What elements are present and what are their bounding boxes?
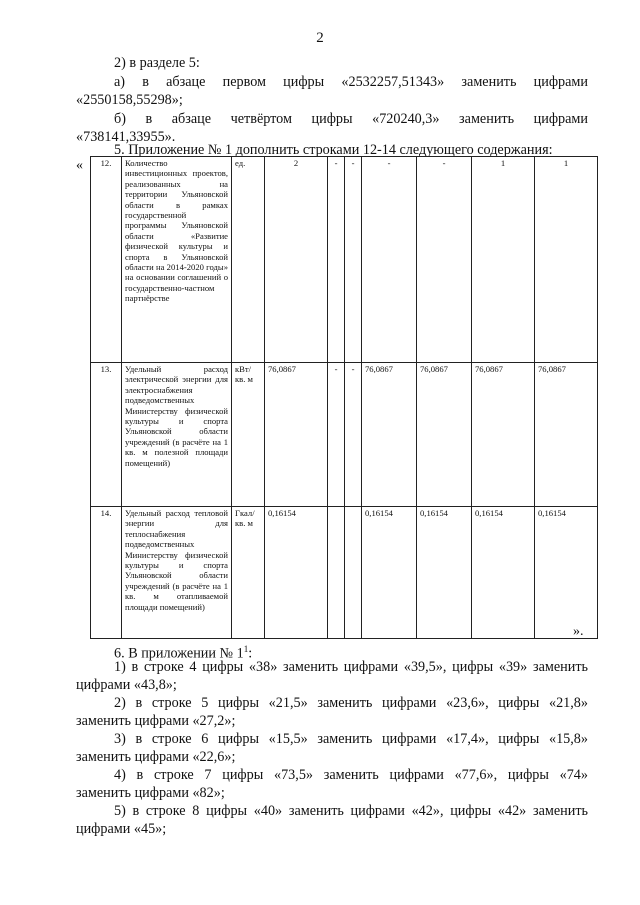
- item-b-line1: б) в абзаце четвёртом цифры «720240,3» заменить цифрами: [114, 111, 588, 127]
- indicator-name: Количество инвестиционных проектов, реализованных на территории Ульяновской области в рамках государственной программы Ульяновской области «Развитие физической культуры и спорта в Ульяновской области на 2014-2020 годы» на основании соглашений о государственно-частном партнёрстве: [122, 157, 232, 363]
- appendix-table: [90, 156, 598, 639]
- section-6-item-4-line2: заменить цифрами «82»;: [76, 785, 225, 801]
- value-cell: 76,0867: [535, 363, 598, 507]
- section-6-item-5-line1: 5) в строке 8 цифры «40» заменить цифрами «42», цифры «42» заменить: [114, 803, 588, 819]
- value-cell: 1: [472, 157, 535, 363]
- unit: кВт/ кв. м: [232, 363, 265, 507]
- row-number: 12.: [91, 157, 122, 363]
- value-cell: -: [328, 157, 345, 363]
- section-6-item-3-line2: заменить цифрами «22,6»;: [76, 749, 236, 765]
- section-6-item-1-line1: 1) в строке 4 цифры «38» заменить цифрами «39,5», цифры «39» заменить: [114, 659, 588, 675]
- page-number: 2: [316, 30, 324, 46]
- indicator-name: Удельный расход тепловой энергии для теплоснабжения подведомственных Министерству физической культуры и спорта Ульяновской области учреждений (в расчёте на 1 кв. м отапливаемой площади помещений): [122, 507, 232, 639]
- section-6-item-5-line2: цифрами «45»;: [76, 821, 167, 837]
- value-cell: [345, 507, 362, 639]
- quote-close: ».: [573, 624, 584, 639]
- value-cell: 0,16154: [362, 507, 417, 639]
- value-cell: 76,0867: [472, 363, 535, 507]
- quote-open: «: [76, 158, 83, 173]
- item-b-line2: «738141,33955».: [76, 129, 176, 145]
- section-6-heading-sup: 1: [243, 644, 249, 654]
- value-cell: [328, 507, 345, 639]
- section-6-item-3-line1: 3) в строке 6 цифры «15,5» заменить цифрами «17,4», цифры «15,8»: [114, 731, 588, 747]
- section-6-item-1-line2: цифрами «43,8»;: [76, 677, 177, 693]
- value-cell: -: [362, 157, 417, 363]
- unit: Гкал/ кв. м: [232, 507, 265, 639]
- value-cell: 0,16154: [265, 507, 328, 639]
- section-6-item-2-line2: заменить цифрами «27,2»;: [76, 713, 236, 729]
- value-cell: 76,0867: [362, 363, 417, 507]
- section-6-item-2-line1: 2) в строке 5 цифры «21,5» заменить цифрами «23,6», цифры «21,8»: [114, 695, 588, 711]
- value-cell: 2: [265, 157, 328, 363]
- value-cell: 76,0867: [417, 363, 472, 507]
- value-cell: -: [417, 157, 472, 363]
- indicator-name: Удельный расход электрической энергии для электроснабжения подведомственных Министерству физической культуры и спорта Ульяновской области учреждений (в расчёте на 1 кв. м полезной площади помещений): [122, 363, 232, 507]
- value-cell: 76,0867: [265, 363, 328, 507]
- section-6-heading-text: 6. В приложении № 1: [114, 645, 244, 662]
- row-number: 13.: [91, 363, 122, 507]
- value-cell: -: [345, 157, 362, 363]
- section-6-heading-tail: :: [248, 645, 253, 662]
- value-cell: 1: [535, 157, 598, 363]
- item-5: 5. Приложение № 1 дополнить строками 12-14 следующего содержания:: [114, 142, 553, 158]
- table-row: [91, 157, 598, 363]
- item-a-line1: а) в абзаце первом цифры «2532257,51343» заменить цифрами: [114, 74, 588, 90]
- item-a-line2: «2550158,55298»;: [76, 92, 183, 108]
- table-row: [91, 507, 598, 639]
- section-6-item-4-line1: 4) в строке 7 цифры «73,5» заменить цифрами «77,6», цифры «74»: [114, 767, 588, 783]
- row-number: 14.: [91, 507, 122, 639]
- value-cell: 0,16154: [472, 507, 535, 639]
- unit: ед.: [232, 157, 265, 363]
- value-cell: 0,16154: [535, 507, 598, 639]
- value-cell: 0,16154: [417, 507, 472, 639]
- value-cell: -: [328, 363, 345, 507]
- value-cell: -: [345, 363, 362, 507]
- item-2: 2) в разделе 5:: [114, 55, 200, 71]
- table-row: [91, 363, 598, 507]
